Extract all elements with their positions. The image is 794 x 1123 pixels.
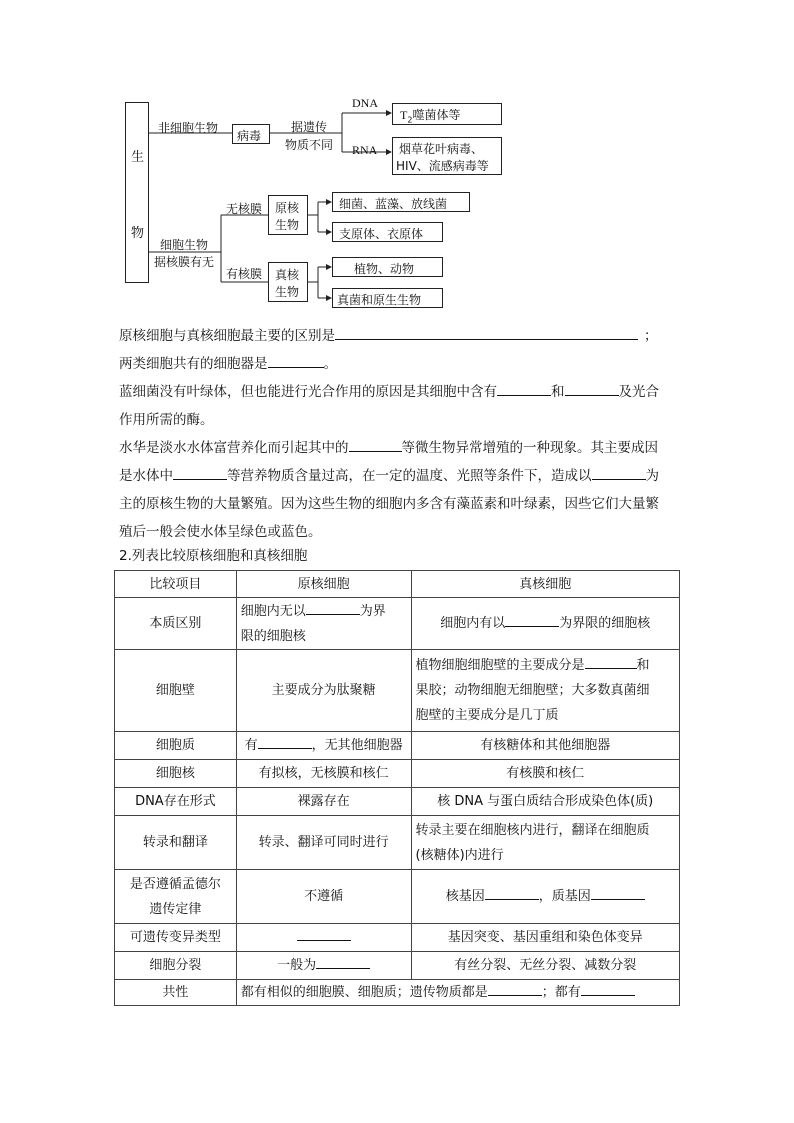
answer-blank[interactable] (173, 465, 227, 480)
q2a-text-3: 及光合 (618, 384, 659, 400)
answer-blank[interactable] (591, 885, 645, 900)
rna-virus-line-2: HIV、流感病毒等 (396, 159, 489, 173)
section-2-heading (119, 542, 307, 570)
eukaryote-example-1: 植物、动物 (354, 262, 415, 276)
cell-text: 是否遵循孟德尔 (129, 876, 221, 892)
answer-blank[interactable] (585, 654, 637, 669)
question-1-line-1 (119, 322, 658, 350)
table-header-row (115, 571, 680, 598)
q2a-text-2: 和 (551, 384, 565, 400)
prokaryote-line-2: 生物 (275, 218, 300, 232)
non-cellular-label: 非细胞生物 (158, 121, 219, 135)
cell-text: 细胞内无以 (240, 603, 306, 619)
eukaryote-cell: 有核膜和核仁 (411, 760, 680, 788)
table-row (115, 732, 680, 760)
cell-text: 转录主要在细胞核内进行，翻译在细胞质 (415, 822, 650, 838)
q2b-text: 作用所需的酶。 (119, 412, 214, 428)
q1a-end: ； (644, 328, 658, 344)
genetic-label-1: 据遗传 (291, 120, 328, 134)
answer-blank[interactable] (349, 437, 402, 452)
answer-blank[interactable] (565, 381, 619, 396)
answer-blank[interactable] (581, 981, 635, 996)
prokaryote-cell: 主要成分为肽聚糖 (236, 650, 411, 732)
has-nuclear-label: 有核膜 (226, 267, 263, 281)
question-3-line-1 (119, 434, 658, 462)
rna-virus-line-1: 烟草花叶病毒、 (399, 142, 484, 156)
q3a-text-2: 等微生物异常增殖的一种现象。其主要成因 (401, 440, 658, 456)
row-item: 细胞分裂 (115, 952, 237, 980)
cell-text: 为界 (359, 603, 386, 619)
phage-subscript: 2 (407, 115, 413, 125)
q1a-text: 原核细胞与真核细胞最主要的区别是 (119, 328, 335, 344)
answer-blank[interactable] (592, 465, 646, 480)
dna-label: DNA (352, 96, 378, 110)
table-row (115, 788, 680, 816)
eukaryote-cell: 基因突变、基因重组和染色体变异 (411, 924, 680, 952)
row-item: DNA存在形式 (115, 788, 237, 816)
cell-text: 都有相似的细胞膜、细胞质；遗传物质都是 (240, 985, 488, 1000)
cell-text: 细胞内有以 (440, 616, 506, 631)
q2a-text-1: 蓝细菌没有叶绿体，但也能进行光合作用的原因是其细胞中含有 (119, 384, 497, 400)
eukaryote-line-1: 真核 (275, 268, 300, 282)
eukaryote-line-2: 生物 (275, 285, 300, 299)
eukaryote-cell (411, 598, 680, 650)
table-row (115, 650, 680, 732)
answer-blank[interactable] (297, 926, 351, 941)
row-item: 可遗传变异类型 (115, 924, 237, 952)
cell-text: ，质基因 (538, 889, 591, 904)
eukaryote-cell: 核 DNA 与蛋白质结合形成染色体(质) (411, 788, 680, 816)
answer-blank[interactable] (258, 734, 312, 749)
cell-text: 植物细胞细胞壁的主要成分是 (415, 658, 585, 673)
q3a-text-1: 水华是淡水水体富营养化而引起其中的 (119, 440, 349, 456)
answer-blank[interactable] (268, 353, 324, 368)
prokaryote-cell: 有拟核，无核膜和核仁 (236, 760, 411, 788)
cell-text: 为界限的细胞核 (559, 616, 651, 631)
rna-label: RNA (352, 143, 378, 157)
root-label-bottom: 物 (131, 226, 145, 241)
cell-text: 有 (244, 738, 258, 753)
header-eukaryote: 真核细胞 (411, 571, 680, 598)
table-row (115, 760, 680, 788)
eukaryote-cell (411, 870, 680, 924)
q3c-text: 主的原核生物的大量繁殖。因为这些生物的细胞内多含有藻蓝素和叶绿素，因些它们大量繁 (119, 496, 659, 512)
cell-text: ；都有 (541, 985, 581, 1000)
dna-virus-text (400, 106, 460, 124)
q3d-text: 殖后一般会使水体呈绿色或蓝色。 (119, 524, 322, 540)
prokaryote-cell (236, 924, 411, 952)
q1b-end: 。 (323, 356, 337, 372)
genetic-label-2: 物质不同 (285, 138, 334, 152)
cell-text: (核糖体)内进行 (415, 847, 504, 863)
answer-blank[interactable] (497, 381, 551, 396)
phage-rest: 噬菌体等 (412, 108, 461, 122)
table-row (115, 952, 680, 980)
prokaryote-cell: 不遵循 (236, 870, 411, 924)
answer-blank[interactable] (485, 885, 539, 900)
prokaryote-cell: 转录、翻译可同时进行 (236, 816, 411, 870)
cell-text: 核基因 (445, 889, 485, 904)
root-label-top: 生 (131, 150, 145, 165)
prokaryote-example-2: 支原体、衣原体 (339, 227, 424, 241)
prokaryote-cell (236, 952, 411, 980)
eukaryote-cell (411, 816, 680, 870)
prokaryote-cell: 裸露存在 (236, 788, 411, 816)
q1b-text: 两类细胞共有的细胞器是 (119, 356, 268, 372)
row-item: 细胞质 (115, 732, 237, 760)
cell-text: 限的细胞核 (240, 628, 306, 644)
cellular-label-1: 细胞生物 (160, 238, 209, 252)
header-item: 比较项目 (115, 571, 237, 598)
q3b-text-3: 为 (645, 468, 659, 484)
answer-blank[interactable] (488, 981, 542, 996)
answer-blank[interactable] (505, 612, 559, 627)
comparison-table (114, 570, 680, 1006)
table-row (115, 980, 680, 1006)
table-row (115, 816, 680, 870)
answer-blank[interactable] (335, 325, 638, 340)
prokaryote-cell (236, 732, 411, 760)
row-item: 共性 (115, 980, 237, 1006)
prokaryote-example-1: 细菌、蓝藻、放线菌 (339, 197, 448, 211)
header-prokaryote: 原核细胞 (236, 571, 411, 598)
eukaryote-cell (411, 650, 680, 732)
table-row (115, 870, 680, 924)
table-row (115, 598, 680, 650)
common-cell (236, 980, 679, 1006)
root-box (125, 102, 149, 283)
eukaryote-cell: 有丝分裂、无丝分裂、减数分裂 (411, 952, 680, 980)
cell-text: ，无其他细胞器 (311, 738, 403, 753)
cell-text: 果胶；动物细胞无细胞壁；大多数真菌细 (415, 683, 650, 698)
row-item: 细胞壁 (115, 650, 237, 732)
row-item: 转录和翻译 (115, 816, 237, 870)
cell-text: 遗传定律 (149, 901, 202, 917)
no-nuclear-label: 无核膜 (226, 202, 263, 216)
question-2-line-2 (119, 406, 214, 434)
q3b-text-2: 等营养物质含量过高，在一定的温度、光照等条件下，造成以 (227, 468, 592, 484)
table-row (115, 924, 680, 952)
question-3-line-3 (119, 490, 659, 518)
cell-text: 和 (636, 658, 650, 673)
q3b-text-1: 是水体中 (119, 468, 173, 484)
answer-blank[interactable] (316, 954, 370, 969)
answer-blank[interactable] (306, 600, 360, 615)
phage-t: T (400, 108, 408, 122)
row-item: 本质区别 (115, 598, 237, 650)
question-3-line-2 (119, 462, 659, 490)
cellular-label-2: 据核膜有无 (154, 255, 215, 269)
row-item: 细胞核 (115, 760, 237, 788)
question-1-line-2 (119, 350, 337, 378)
prokaryote-line-1: 原核 (275, 201, 300, 215)
eukaryote-cell: 有核糖体和其他细胞器 (411, 732, 680, 760)
eukaryote-example-2: 真菌和原生生物 (337, 293, 422, 307)
section-2-title: 2.列表比较原核细胞和真核细胞 (119, 548, 308, 564)
row-item (115, 870, 237, 924)
cell-text: 胞壁的主要成分是几丁质 (415, 708, 559, 723)
cell-text: 一般为 (277, 958, 317, 973)
question-2-line-1 (119, 378, 659, 406)
virus-label: 病毒 (237, 129, 262, 143)
prokaryote-cell (236, 598, 411, 650)
